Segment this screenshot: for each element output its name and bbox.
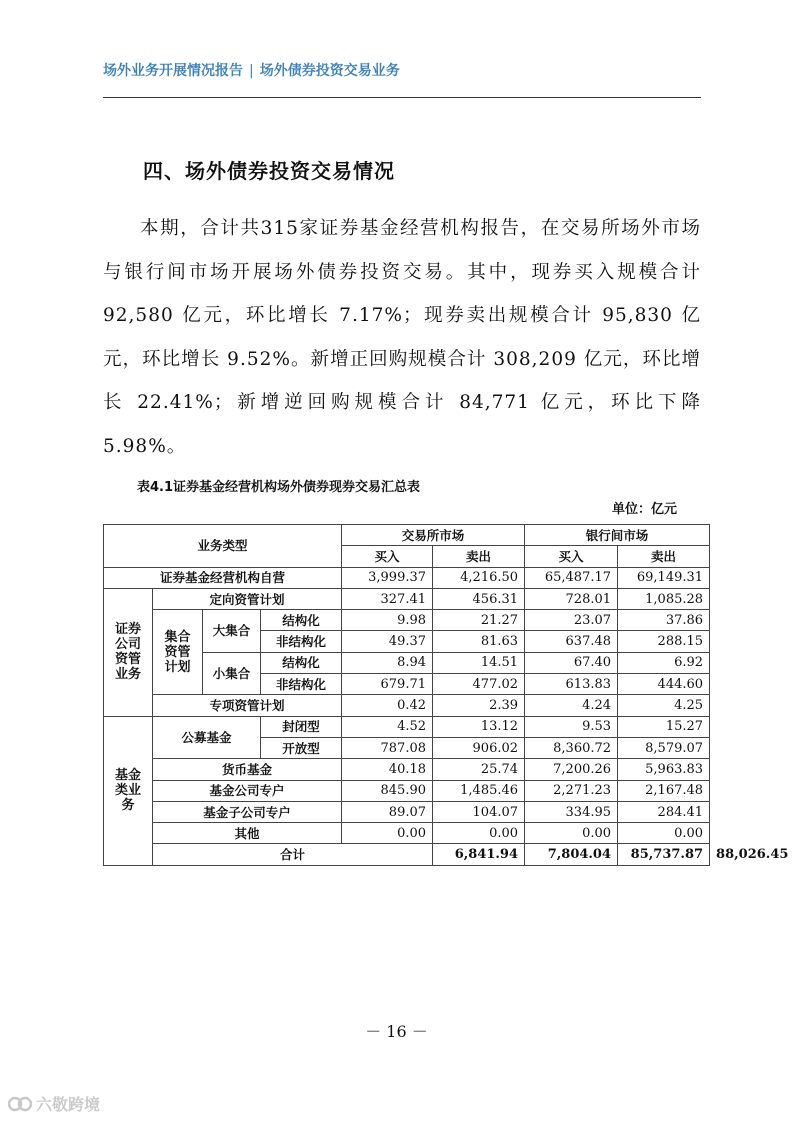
table-cell: 679.71 [342,674,433,695]
table-cell: 4.24 [525,695,618,716]
row-label-open: 开放型 [261,737,342,758]
table-cell: 7,804.04 [525,844,618,865]
row-label-directional: 定向资管计划 [153,588,342,609]
table-cell: 4,216.50 [433,567,525,588]
body-paragraph: 本期，合计共315家证券基金经营机构报告，在交易所场外市场与银行间市场开展场外债券投资交易。其中，现券买入规模合计 92,580 亿元，环比增长 7.17%；现券卖出规模合计 95,830 亿元，环比增长 9.52%。新增正回购规模合计 308,209 亿元，环比增长 22.41%；新增逆回购规模合计 84,771 亿元，环比下降 5.98%。 [103,218,701,457]
watermark-text: 六敬跨境 [36,1095,101,1114]
table-cell: 444.60 [618,674,710,695]
row-label-large-collective: 大集合 [203,610,261,653]
running-header [103,60,400,80]
table-cell: 4.52 [342,716,433,737]
header-section-title: 场外债券投资交易业务 [259,63,400,79]
table-cell: 15.27 [618,716,710,737]
table-cell: 23.07 [525,610,618,631]
table-cell: 728.01 [525,588,618,609]
table-cell: 1,085.28 [618,588,710,609]
row-label-total: 合计 [153,844,433,865]
header-divider [103,97,701,98]
watermark [8,1092,100,1115]
table-cell: 37.86 [618,610,710,631]
table-cell: 1,485.46 [433,780,525,801]
row-label-money-fund: 货币基金 [153,759,342,780]
table-cell: 14.51 [433,652,525,673]
table-cell: 477.02 [433,674,525,695]
table-cell: 845.90 [342,780,433,801]
row-label-special: 专项资管计划 [153,695,342,716]
table-row [104,695,710,716]
table-cell: 906.02 [433,737,525,758]
table-row [104,588,710,609]
group-label-collective: 集合资管计划 [153,610,203,695]
row-label-fund-account: 基金公司专户 [153,780,342,801]
table-row [104,801,710,822]
row-label-other: 其他 [153,823,342,844]
section-heading: 四、场外债券投资交易情况 [143,159,395,183]
row-label-self-operated: 证券基金经营机构自营 [104,567,342,588]
row-label-small-collective: 小集合 [203,652,261,695]
page-number: － 16 － [365,1022,428,1041]
table-cell: 787.08 [342,737,433,758]
header-interbank-market: 银行间市场 [525,525,710,546]
group-label-fund: 基金类业务 [104,716,153,865]
table-row [104,823,710,844]
table-cell: 0.42 [342,695,433,716]
table-cell: 4.25 [618,695,710,716]
table-row [104,759,710,780]
watermark-logo-icon [8,1095,32,1113]
table-cell: 8.94 [342,652,433,673]
table-row [104,716,710,737]
table-cell: 8,360.72 [525,737,618,758]
table-cell: 2,271.23 [525,780,618,801]
header-interbank-sell: 卖出 [618,546,710,567]
header-separator: | [249,63,254,79]
table-cell: 9.53 [525,716,618,737]
table-cell: 456.31 [433,588,525,609]
table-cell: 21.27 [433,610,525,631]
row-label-non-structured: 非结构化 [261,631,342,652]
table-cell: 288.15 [618,631,710,652]
table-row [104,780,710,801]
table-cell: 5,963.83 [618,759,710,780]
table-cell: 40.18 [342,759,433,780]
table-cell: 2,167.48 [618,780,710,801]
table-cell: 637.48 [525,631,618,652]
header-interbank-buy: 买入 [525,546,618,567]
table-cell: 65,487.17 [525,567,618,588]
header-exchange-market: 交易所市场 [342,525,525,546]
table-cell: 0.00 [525,823,618,844]
row-label-closed: 封闭型 [261,716,342,737]
group-label-securities-am: 证券公司资管业务 [104,588,153,716]
table-cell: 6.92 [618,652,710,673]
table-cell: 2.39 [433,695,525,716]
table-cell: 7,200.26 [525,759,618,780]
row-label-public-fund: 公募基金 [153,716,261,759]
table-cell: 49.37 [342,631,433,652]
table-cell: 81.63 [433,631,525,652]
table-cell: 0.00 [342,823,433,844]
table-cell: 613.83 [525,674,618,695]
table-cell: 3,999.37 [342,567,433,588]
header-exchange-buy: 买入 [342,546,433,567]
table-cell: 13.12 [433,716,525,737]
table-cell: 0.00 [618,823,710,844]
table-unit: 单位：亿元 [612,502,678,517]
header-business-type: 业务类型 [104,525,342,568]
table-row [104,610,710,631]
table-cell: 69,149.31 [618,567,710,588]
table-cell: 9.98 [342,610,433,631]
table-cell: 8,579.07 [618,737,710,758]
table-total-row: 合计 6,841.94 7,804.04 85,737.87 88,026.45 [104,844,710,865]
table-cell: 67.40 [525,652,618,673]
table-header-row [104,525,710,546]
header-report-title: 场外业务开展情况报告 [103,63,243,79]
table-cell: 25.74 [433,759,525,780]
table-cell: 89.07 [342,801,433,822]
table-cell: 0.00 [433,823,525,844]
table-row [104,567,710,588]
row-label-structured: 结构化 [261,652,342,673]
row-label-structured: 结构化 [261,610,342,631]
table-cell: 6,841.94 [433,844,525,865]
header-exchange-sell: 卖出 [433,546,525,567]
row-label-fund-sub: 基金子公司专户 [153,801,342,822]
row-label-non-structured: 非结构化 [261,674,342,695]
bond-trading-summary-table [103,524,789,866]
table-cell: 104.07 [433,801,525,822]
table-cell: 85,737.87 [618,844,710,865]
table-cell: 327.41 [342,588,433,609]
table-caption: 表4.1证券基金经营机构场外债券现券交易汇总表 [137,480,421,495]
table-cell: 334.95 [525,801,618,822]
table-cell: 284.41 [618,801,710,822]
